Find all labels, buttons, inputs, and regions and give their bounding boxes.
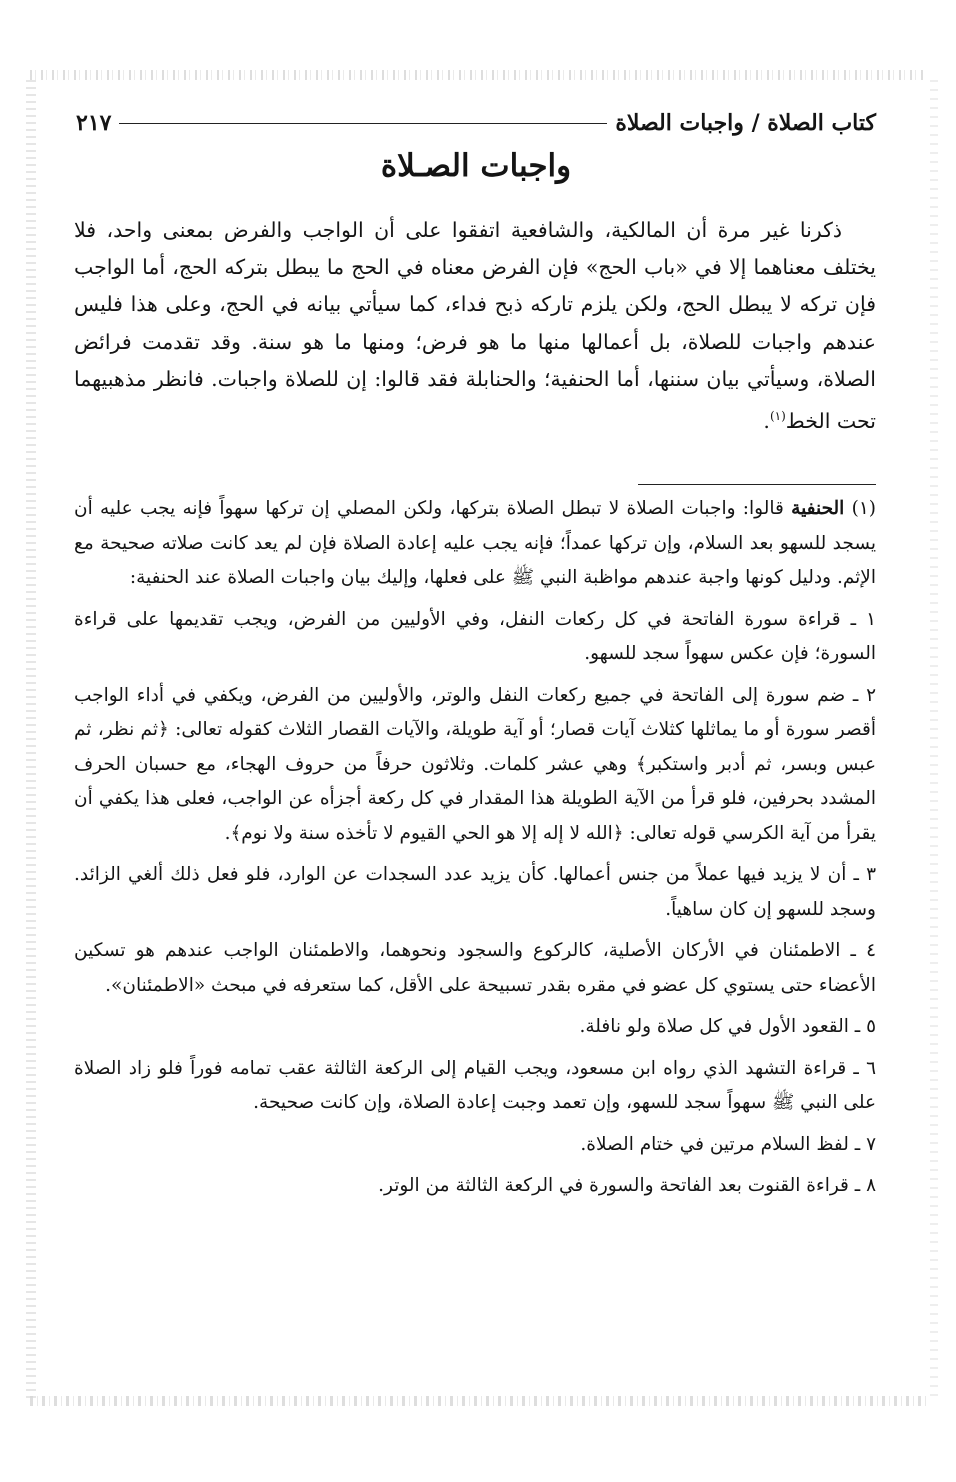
footnote-1-number: (١): [851, 498, 876, 519]
main-paragraph-block: [74, 212, 876, 440]
main-paragraph: [74, 212, 876, 440]
footnote-list-item: ٧ ـ لفظ السلام مرتين في ختام الصلاة.: [580, 1133, 876, 1155]
scan-noise-top: [30, 70, 926, 80]
scan-noise-bottom: [30, 1396, 926, 1406]
footnote-1-intro: [74, 492, 876, 596]
footnote-list-item: ٢ ـ ضم سورة إلى الفاتحة في جميع ركعات النفل والوتر، والأوليين من الفرض، ويكفي في أداء الواجب أقصر سورة أو ما يماثلها كثلاث آيات قصار؛ أو آية طويلة، والآيات القصار الثلاث كقوله تعالى: ﴿ثم نظر، ثم عبس وبسر، ثم أدبر واستكبر﴾ وهي عشر كلمات. وثلاثون حرفاً من حروف الهجاء، مع حسبان الحرف المشدد بحرفين، فلو قرأ من الآية الطويلة هذا المقدار في كل ركعة أجزأه عن الواجب، فعلى هذا يكفي أن يقرأ من آية الكرسي قوله تعالى: ﴿الله لا إله إلا هو الحي القيوم لا تأخذه سنة ولا نوم﴾.: [74, 684, 876, 844]
footnote-list-item: ٣ ـ أن لا يزيد فيها عملاً من جنس أعمالها. كأن يزيد عدد السجدات عن الوارد، فلو فعل ذلك ألغي الزائد. وسجد للسهو إن كان ساهياً.: [74, 864, 876, 920]
footnote-reference: (١): [769, 409, 786, 424]
main-paragraph-end: .: [763, 408, 770, 433]
footnote-1-lead: الحنفية: [791, 498, 845, 519]
footnote-list-item: ٦ ـ قراءة التشهد الذي رواه ابن مسعود، ويجب القيام إلى الركعة الثالثة عقب تمامه فوراً فلو زاد الصلاة على النبي ﷺ سهواً سجد للسهو، وإن تعمد وجبت إعادة الصلاة، وإن كانت صحيحة.: [74, 1057, 876, 1113]
footnote-1-text: قالوا: واجبات الصلاة لا تبطل الصلاة بتركها، ولكن المصلي إن تركها سهواً فإنه يجب عليه أن يسجد للسهو بعد السلام، وإن تركها عمداً؛ فإنه يجب عليه إعادة الصلاة فإن لم يعد كانت صلاته صحيحة مع الإثم. ودليل كونها واجبة عندهم مواظبة النبي ﷺ على فعلها، وإليك بيان واجبات الصلاة عند الحنفية:: [74, 498, 876, 588]
footnotes: [74, 492, 876, 1204]
scan-noise-right: [930, 80, 938, 1400]
scan-noise-left: [26, 80, 36, 1400]
footnote-list-item: ٨ ـ قراءة القنوت بعد الفاتحة والسورة في الركعة الثالثة من الوتر.: [378, 1175, 876, 1196]
main-paragraph-text: ذكرنا غير مرة أن المالكية، والشافعية اتفقوا على أن الواجب والفرض بمعنى واحد، فلا يختلف معناهما إلا في «باب الحج» فإن الفرض معناه في الحج ما يبطل بتركه الحج، أما الواجب فإن تركه لا يبطل الحج، ولكن يلزم تاركه ذبح فداء، كما سيأتي بيانه في الحج، وعلى هذا فليس عندهم واجبات للصلاة، بل أعمالها منها ما هو فرض؛ ومنها ما هو سنة. وقد تقدمت فرائض الصلاة، وسيأتي بيان سننها، أما الحنفية؛ والحنابلة فقد قالوا: إن للصلاة واجبات. فانظر مذهبيهما تحت الخط: [74, 218, 876, 433]
header-rule: [119, 123, 607, 124]
page-number: ٢١٧: [76, 110, 112, 136]
footnote-list-item: ٤ ـ الاطمئنان في الأركان الأصلية، كالركوع والسجود ونحوهما، والاطمئنان الواجب عندهم هو تسكين الأعضاء حتى يستوي كل عضو في مقره بقدر تسبيحة على الأقل، كما ستعرفه في مبحث «الاطمئنان».: [74, 940, 876, 996]
page-header: [76, 104, 876, 142]
footnote-list-item: ٥ ـ القعود الأول في كل صلاة ولو نافلة.: [579, 1016, 876, 1037]
footnote-separator: [638, 484, 876, 485]
section-title: واجبات الصـلاة: [380, 148, 572, 184]
running-head: كتاب الصلاة / واجبات الصلاة: [615, 110, 876, 136]
footnote-list-item: ١ ـ قراءة سورة الفاتحة في كل ركعات النفل، وفي الأوليين من الفرض، ويجب تقديمها على قراءة السورة؛ فإن عكس سهواً سجد للسهو.: [74, 608, 876, 664]
